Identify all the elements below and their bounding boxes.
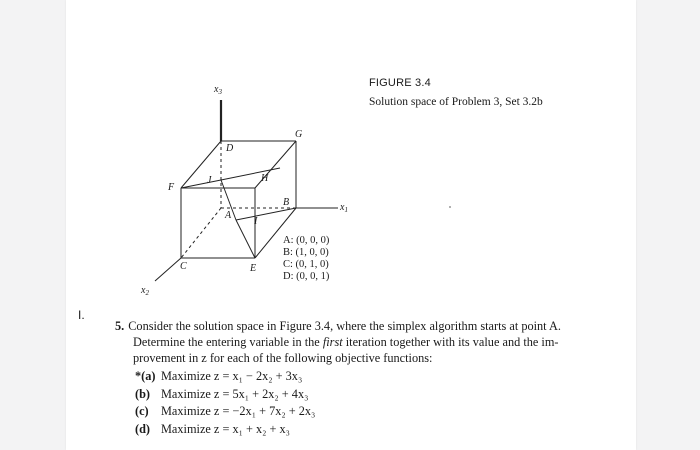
vertex-label-i: I — [254, 216, 258, 227]
statement-line-2: Determine the entering variable in the first iteration together with its value and the im- — [133, 335, 559, 349]
option-d: (d) Maximize z = x₁ + x₂ + x₃ — [135, 421, 290, 436]
x3-axis-label: $x_3$ — [214, 84, 222, 96]
vertex-label-j: J — [207, 175, 212, 186]
option-b: (b) Maximize z = 5x₁ + 2x₂ + 4x₃ — [135, 386, 309, 401]
objective-options — [115, 368, 635, 438]
option-c-text: Maximize z = −2x₁ + 7x₂ + 2x₃ — [161, 404, 316, 418]
vertex-label-f: F — [168, 182, 175, 193]
x1-axis-label: $x_1$ — [340, 202, 348, 214]
problem-statement — [115, 318, 635, 334]
option-d-text: Maximize z = x₁ + x₂ + x₃ — [161, 421, 290, 436]
x2-axis-hidden — [181, 208, 221, 258]
stray-dot — [449, 206, 451, 208]
point-c-coords: C: (0, 1, 0) — [283, 259, 329, 270]
vertex-label-a: A — [225, 210, 232, 221]
option-c: (c) Maximize z = −2x₁ + 7x₂ + 2x₃ — [135, 404, 316, 418]
vertex-label-b: B — [283, 197, 290, 208]
point-a-coords: A: (0, 0, 0) — [283, 235, 330, 246]
option-a: *(a) Maximize z = x₁ − 2x₂ + 3x₃ — [135, 369, 303, 383]
vertex-label-g: G — [295, 129, 303, 140]
side-marker: I. — [78, 308, 85, 322]
vertex-label-h: H — [261, 173, 269, 184]
option-a-text: Maximize z = x₁ − 2x₂ + 3x₃ — [161, 369, 303, 383]
vertex-label-c: C — [180, 261, 187, 272]
figure-title: FIGURE 3.4 — [369, 77, 431, 89]
option-b-text: Maximize z = 5x₁ + 2x₂ + 4x₃ — [161, 386, 309, 401]
point-b-coords: B: (1, 0, 0) — [283, 247, 329, 258]
point-d-coords: D: (0, 0, 1) — [283, 271, 330, 282]
statement-line-1: Consider the solution space in Figure 3.4, where the simplex algorithm starts at point A. — [128, 319, 561, 333]
figure-caption: Solution space of Problem 3, Set 3.2b — [369, 96, 543, 108]
problem-5 — [115, 318, 635, 438]
vertex-label-d: D — [226, 143, 234, 154]
x2-axis — [155, 258, 181, 281]
problem-number: 5. — [115, 319, 125, 333]
emphasis-first: first — [322, 335, 343, 349]
statement-line-3: provement in z for each of the following objective functions: — [133, 351, 433, 365]
vertex-label-e: E — [250, 263, 257, 274]
x2-axis-label: $x_2$ — [141, 285, 149, 297]
